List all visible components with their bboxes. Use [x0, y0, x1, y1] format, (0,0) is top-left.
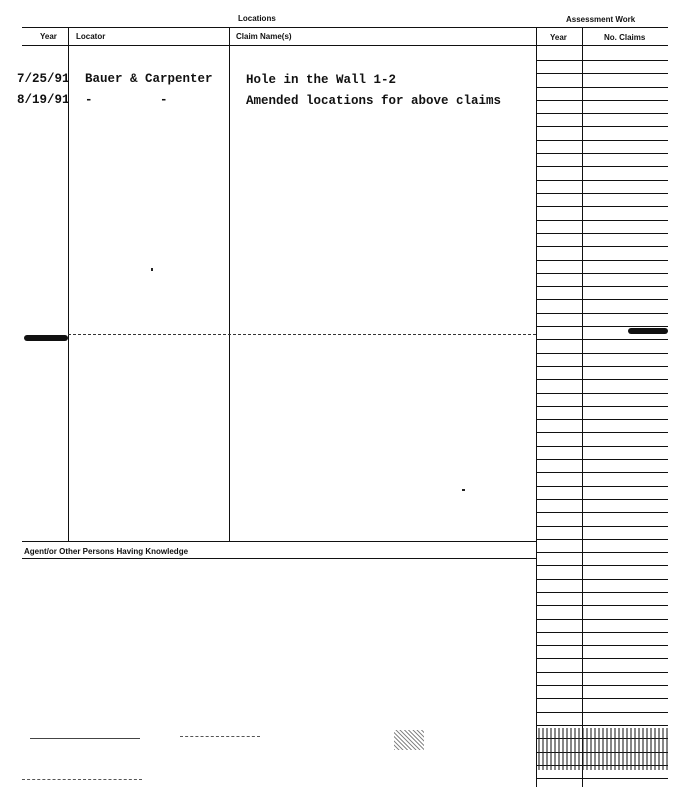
locator-column-header: Locator — [76, 32, 106, 41]
header-bottom-rule — [22, 45, 668, 46]
assessment-row-rule — [536, 725, 668, 726]
assessment-row-rule — [536, 685, 668, 686]
assessment-row-rule — [536, 326, 668, 327]
assessment-row-rule — [536, 592, 668, 593]
bottom-scan-line — [22, 779, 142, 780]
assessment-row-rule — [536, 379, 668, 380]
scan-speck — [462, 489, 465, 491]
assessment-row-rule — [536, 286, 668, 287]
assessment-row-rule — [536, 87, 668, 88]
scan-smudge-right — [538, 728, 668, 770]
assessment-row-rule — [536, 273, 668, 274]
fold-mark-left — [24, 335, 68, 341]
assessment-row-rule — [536, 446, 668, 447]
assessment-row-rule — [536, 73, 668, 74]
header-top-rule — [22, 27, 668, 28]
claim-column-divider — [229, 27, 230, 541]
assessment-row-rule — [536, 126, 668, 127]
assessment-row-rule — [536, 419, 668, 420]
assessment-row-rule — [536, 778, 668, 779]
assessment-row-rule — [536, 60, 668, 61]
assessment-left-divider — [536, 27, 537, 787]
assessment-row-rule — [536, 299, 668, 300]
assessment-row-rule — [536, 313, 668, 314]
year-column-header: Year — [40, 32, 57, 41]
assessment-row-rule — [536, 166, 668, 167]
assessment-row-rule — [536, 512, 668, 513]
assessment-row-rule — [536, 632, 668, 633]
entry-1-locator: Bauer & Carpenter — [85, 72, 213, 86]
assessment-row-rule — [536, 539, 668, 540]
assessment-row-rule — [536, 645, 668, 646]
locations-title: Locations — [238, 14, 276, 23]
entry-2-year: 8/19/91 — [17, 93, 70, 107]
assessment-work-title: Assessment Work — [566, 15, 636, 24]
assessment-row-rule — [536, 552, 668, 553]
entry-1-claim: Hole in the Wall 1-2 — [246, 73, 397, 87]
no-claims-column-header: No. Claims — [604, 33, 646, 42]
entry-2-locator: - - — [85, 93, 168, 107]
assessment-row-rule — [536, 113, 668, 114]
assessment-mid-divider — [582, 27, 583, 787]
assessment-row-rule — [536, 698, 668, 699]
assessment-row-rule — [536, 339, 668, 340]
assessment-row-rule — [536, 672, 668, 673]
entry-2-claim: Amended locations for above claims — [246, 94, 502, 108]
fold-line — [68, 334, 536, 335]
claim-names-column-header: Claim Name(s) — [236, 32, 292, 41]
agent-section-top-rule — [22, 541, 536, 542]
assessment-row-rule — [536, 193, 668, 194]
assessment-row-rule — [536, 605, 668, 606]
agent-knowledge-label: Agent/or Other Persons Having Knowledge — [24, 547, 189, 556]
assessment-row-rule — [536, 619, 668, 620]
assessment-row-rule — [536, 100, 668, 101]
assessment-row-rule — [536, 153, 668, 154]
assessment-row-rule — [536, 260, 668, 261]
assessment-row-rule — [536, 206, 668, 207]
agent-section-label-rule — [22, 558, 536, 559]
fold-mark-right — [628, 328, 668, 334]
assessment-row-rule — [536, 526, 668, 527]
assessment-row-rule — [536, 393, 668, 394]
scan-speck — [151, 268, 153, 271]
assessment-row-rule — [536, 499, 668, 500]
assessment-row-rule — [536, 565, 668, 566]
scan-smudge-center — [394, 730, 424, 750]
assessment-row-rule — [536, 353, 668, 354]
assessment-row-rule — [536, 486, 668, 487]
assessment-row-rule — [536, 406, 668, 407]
assessment-row-rule — [536, 579, 668, 580]
entry-1-year: 7/25/91 — [17, 72, 70, 86]
assessment-row-rule — [536, 432, 668, 433]
assessment-row-rule — [536, 712, 668, 713]
assessment-row-rule — [536, 459, 668, 460]
assessment-row-rule — [536, 140, 668, 141]
assessment-row-rule — [536, 472, 668, 473]
assessment-row-rule — [536, 180, 668, 181]
assessment-row-rule — [536, 246, 668, 247]
assessment-year-column-header: Year — [550, 33, 567, 42]
bottom-dashed-rule-mid — [180, 736, 260, 737]
assessment-row-rule — [536, 220, 668, 221]
bottom-dashed-rule-left — [30, 738, 140, 739]
assessment-row-rule — [536, 366, 668, 367]
assessment-row-rule — [536, 233, 668, 234]
assessment-row-rule — [536, 658, 668, 659]
